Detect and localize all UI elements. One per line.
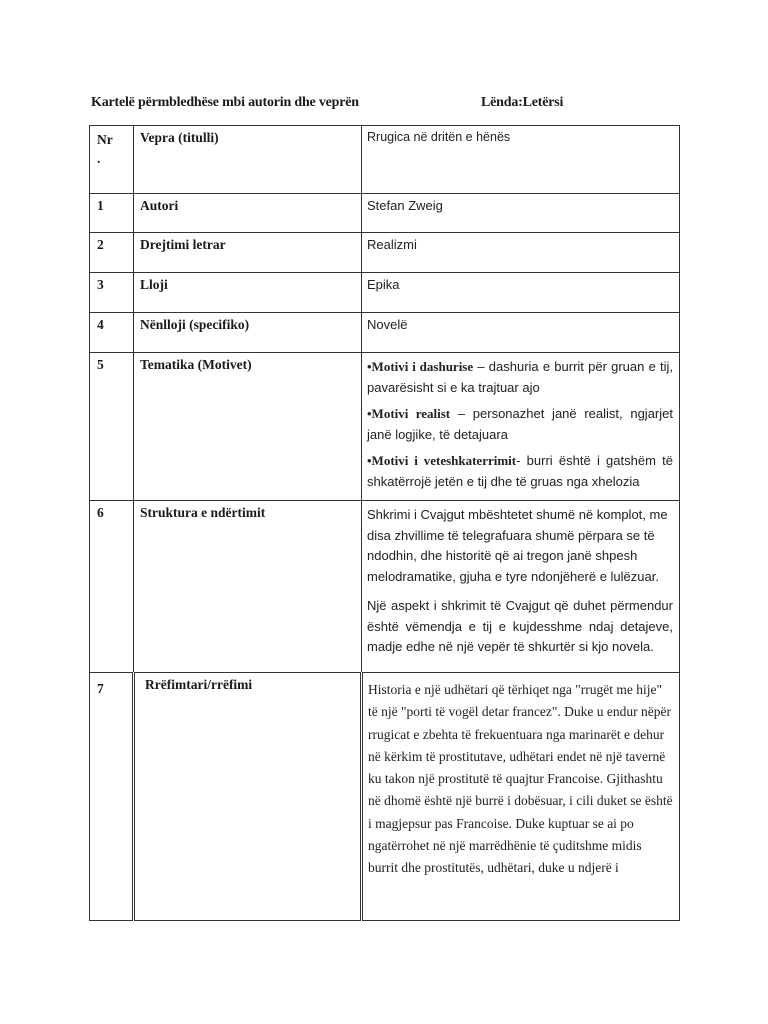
row-number: 1 (90, 194, 134, 233)
row-number: 5 (90, 353, 134, 501)
row-label (134, 673, 362, 921)
row-value: Rrugica në dritën e hënës (362, 126, 680, 194)
structure-paragraph: Një aspekt i shkrimit të Cvajgut që duhet përmendur është vëmendja e tij e kujdesshme ndaj detajeve, madje edhe në një vepër të shkurtër si kjo novela. (367, 598, 673, 654)
table-row (90, 313, 680, 353)
row-number: 7 (90, 673, 134, 921)
row-value: Epika (362, 273, 680, 313)
header-title: Kartelë përmbledhëse mbi autorin dhe veprën (91, 95, 359, 110)
row-label: Tematika (Motivet) (134, 353, 362, 501)
motive-title: •Motivi i veteshkaterrimit (367, 453, 517, 468)
table-row (90, 673, 680, 921)
row-number-dot: . (97, 151, 101, 166)
motive-title: •Motivi realist (367, 406, 451, 421)
structure-cell (362, 501, 680, 673)
narrator-cell (362, 673, 680, 921)
row-label: Autori (134, 194, 362, 233)
motive-item (367, 404, 673, 445)
row-number: 4 (90, 313, 134, 353)
row-number-text: Nr (97, 132, 113, 147)
page-header (91, 95, 691, 115)
row-number: 2 (90, 233, 134, 273)
table-row (90, 126, 680, 194)
row-label: Drejtimi letrar (134, 233, 362, 273)
row-number: 3 (90, 273, 134, 313)
motive-item (367, 357, 673, 398)
narrator-text: Historia e një udhëtari që tërhiqet nga "rrugët me hije" të një "porti të vogël detar francez". Duke u endur nëpër rrugicat e zbehta të frekuentuara nga marinarët e dehur në kërkim të prostitutave, udhëtari endet në një tavernë ku takon një prostitutë të quajtur Francoise. Gjithashtu në dhomë është një burrë i dobësuar, i cili duket se është i magjepsur pas Francoise. Duke kuptuar se ai po ngatërrohet në një marrëdhënie të çuditshme midis burrit dhe prostitutës, udhëtari, duke u ndjerë i (368, 682, 673, 876)
row-value: Stefan Zweig (362, 194, 680, 233)
structure-paragraph: Shkrimi i Cvajgut mbështetet shumë në komplot, me disa zhvillime të telegrafuara shumë përpara se të ndodhin, dhe historitë që ai tregon janë shpesh melodramatike, gjuha e tyre ndonjëherë e lulëzuar. (367, 507, 668, 584)
row-label: Lloji (134, 273, 362, 313)
row-label-text: Rrëfimtari/rrëfimi (145, 677, 253, 692)
motive-text: – personazhet janë realist, ngjarjet janë logjike, të detajuara (367, 406, 673, 442)
header-subject: Lënda:Letërsi (481, 95, 564, 110)
row-label: Struktura e ndërtimit (134, 501, 362, 673)
motive-item (367, 451, 673, 492)
row-label: Nënlloji (specifiko) (134, 313, 362, 353)
row-number (90, 126, 134, 194)
table-row (90, 273, 680, 313)
motive-title: •Motivi i dashurise (367, 359, 474, 374)
row-value: Realizmi (362, 233, 680, 273)
table-row (90, 233, 680, 273)
row-label: Vepra (titulli) (134, 126, 362, 194)
motives-cell (362, 353, 680, 501)
author-work-table (89, 125, 680, 921)
row-number: 6 (90, 501, 134, 673)
motive-text: - burri është i gatshëm të shkatërrojë jetën e tij dhe të gruas nga xhelozia (367, 453, 673, 489)
row-value: Novelë (362, 313, 680, 353)
motive-text: – dashuria e burrit për gruan e tij, pavarësisht si e ka trajtuar ajo (367, 359, 673, 395)
table-row (90, 353, 680, 501)
table-row (90, 194, 680, 233)
table-row (90, 501, 680, 673)
